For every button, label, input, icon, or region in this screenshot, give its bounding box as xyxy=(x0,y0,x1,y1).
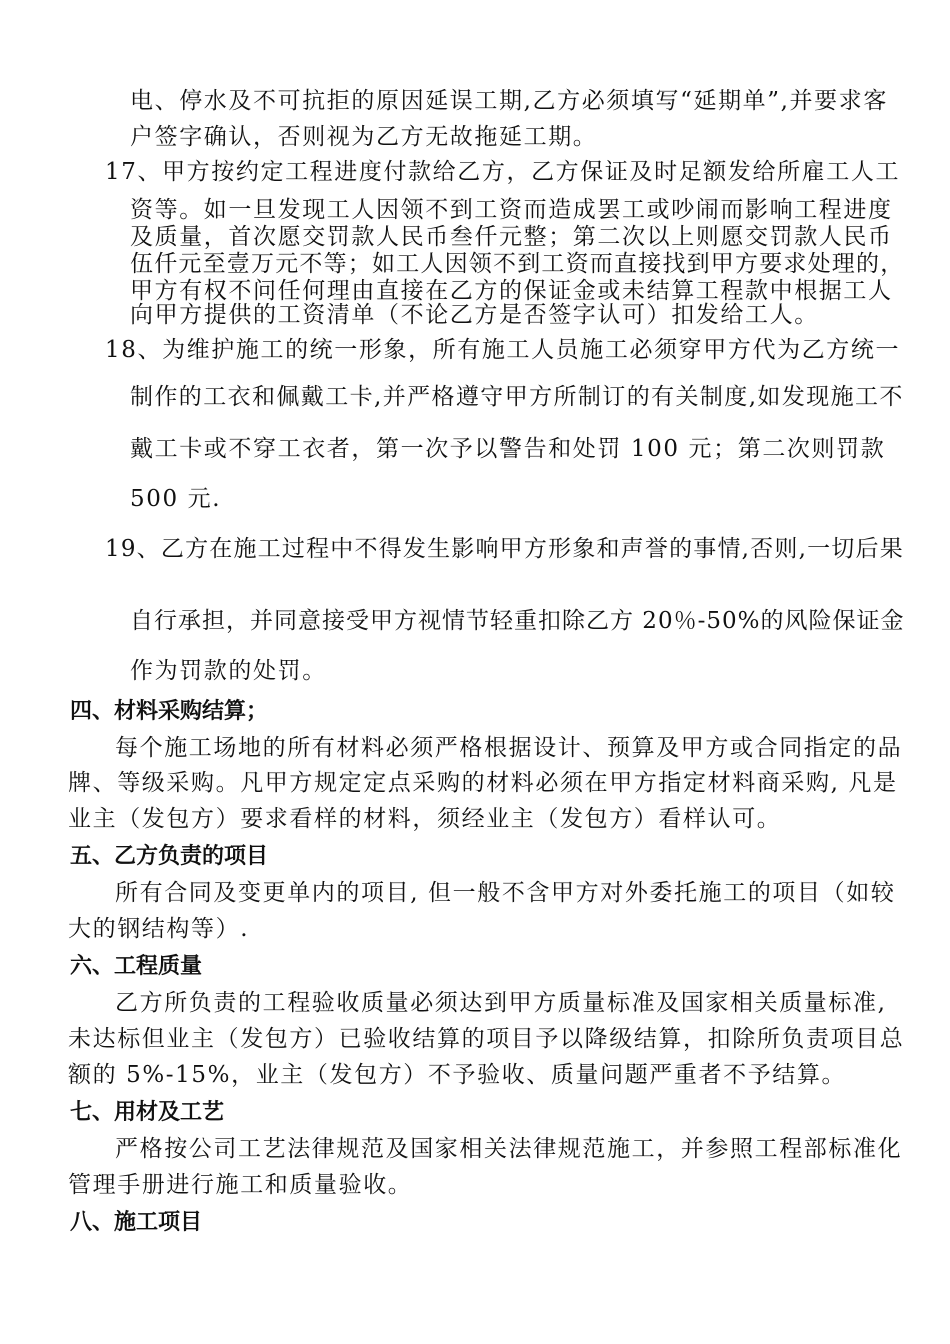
item17-line-2: 资等。如一旦发现工人因领不到工资而造成罢工或吵闹而影响工程进度 xyxy=(130,197,893,223)
section-4-line-1: 每个施工场地的所有材料必须严格根据设计、预算及甲方或合同指定的品 xyxy=(115,735,903,761)
item18-line-4: 500 元. xyxy=(130,486,222,512)
item18-line-2: 制作的工衣和佩戴工卡,并严格遵守甲方所制订的有关制度,如发现施工不 xyxy=(130,384,904,410)
section-5-line-2: 大的钢结构等）. xyxy=(68,916,250,942)
section-5-line-1: 所有合同及变更单内的项目, 但一般不含甲方对外委托施工的项目（如较 xyxy=(115,880,896,906)
section-6-line-3: 额的 5%-15%，业主（发包方）不予验收、质量问题严重者不予结算。 xyxy=(68,1062,847,1088)
section-6-heading: 六、工程质量 xyxy=(70,954,203,979)
item18-line-1: 18、为维护施工的统一形象，所有施工人员施工必须穿甲方代为乙方统一 xyxy=(105,337,901,363)
item17-line-1: 17、甲方按约定工程进度付款给乙方，乙方保证及时足额发给所雇工人工 xyxy=(105,159,901,185)
item18-line-3: 戴工卡或不穿工衣者，第一次予以警告和处罚 100 元；第二次则罚款 xyxy=(130,436,886,462)
section-7-line-1: 严格按公司工艺法律规范及国家相关法律规范施工，并参照工程部标准化 xyxy=(115,1136,903,1162)
item17-line-6: 向甲方提供的工资清单（不论乙方是否签字认可）扣发给工人。 xyxy=(130,302,819,328)
section-6-line-2: 未达标但业主（发包方）已验收结算的项目予以降级结算，扣除所负责项目总 xyxy=(68,1026,905,1052)
item16-line-1: 电、停水及不可抗拒的原因延误工期,乙方必须填写“延期单”,并要求客 xyxy=(130,88,888,114)
item17-line-3: 及质量，首次愿交罚款人民币叁仟元整；第二次以上则愿交罚款人民币 xyxy=(130,224,893,250)
section-4-line-2: 牌、等级采购。凡甲方规定定点采购的材料必须在甲方指定材料商采购, 凡是 xyxy=(68,770,898,796)
section-4-heading: 四、材料采购结算； xyxy=(70,699,269,724)
section-5-heading: 五、乙方负责的项目 xyxy=(70,844,269,869)
item19-line-2: 自行承担，并同意接受甲方视情节轻重扣除乙方 20％-50%的风险保证金 xyxy=(130,608,905,634)
section-4-line-3: 业主（发包方）要求看样的材料，须经业主（发包方）看样认可。 xyxy=(68,806,782,832)
item17-line-4: 伍仟元至壹万元不等；如工人因领不到工资而直接找到甲方要求处理的， xyxy=(130,251,905,277)
section-7-heading: 七、用材及工艺 xyxy=(70,1100,225,1125)
section-8-heading: 八、施工项目 xyxy=(70,1210,203,1235)
item19-line-1: 19、乙方在施工过程中不得发生影响甲方形象和声誉的事情,否则,一切后果 xyxy=(105,536,904,562)
item17-line-5: 甲方有权不问任何理由直接在乙方的保证金或未结算工程款中根据工人 xyxy=(130,278,893,304)
item19-line-3: 作为罚款的处罚。 xyxy=(130,658,327,684)
section-7-line-2: 管理手册进行施工和质量验收。 xyxy=(68,1172,413,1198)
item16-line-2: 户签字确认，否则视为乙方无故拖延工期。 xyxy=(130,124,598,150)
section-6-line-1: 乙方所负责的工程验收质量必须达到甲方质量标准及国家相关质量标准, xyxy=(115,990,887,1016)
